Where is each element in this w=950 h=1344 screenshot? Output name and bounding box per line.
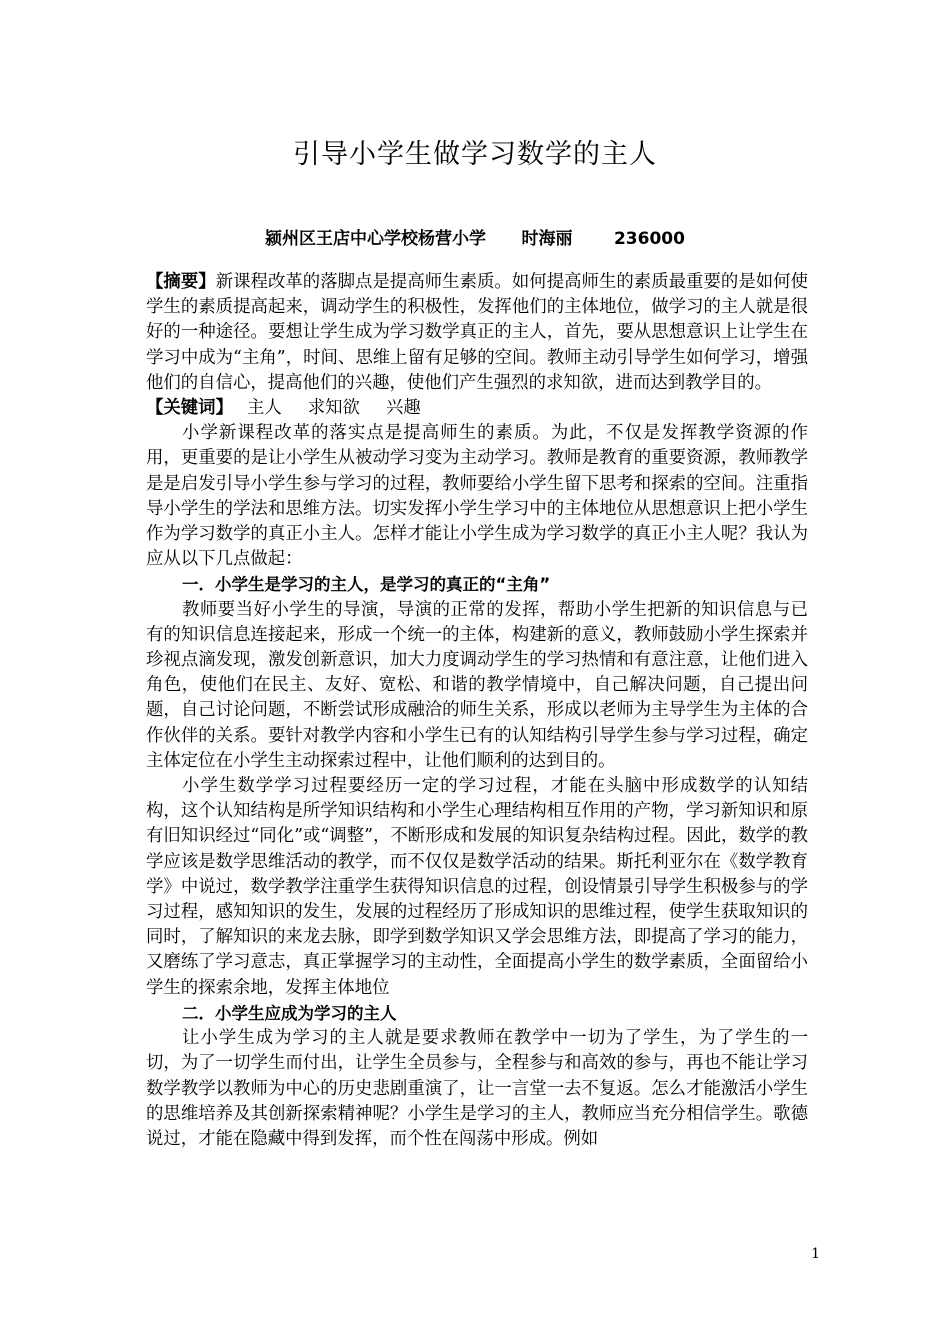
- author-line: 颍州区王店中心学校杨营小学 时海丽 236000: [265, 229, 685, 249]
- keyword-item: 求知欲: [307, 398, 360, 419]
- intro-paragraph: 小学新课程改革的落实点是提高师生的素质。为此，不仅是发挥教学资源的作用，更重要的是让小学生从被动学习变为主动学习。教师是教育的重要资源，教师教学是是启发引导小学生参与学习的过程，教师要给小学生留下思考和探索的空间。注重指导小学生的学法和思维方法。切实发挥小学生学习中的主体地位从思想意识上把小学生作为学习数学的真正小主人。怎样才能让小学生成为学习数学的真正小主人呢？我认为应从以下几点做起：: [146, 423, 808, 570]
- abstract-text: 新课程改革的落脚点是提高师生素质。如何提高师生的素质最重要的是如何使学生的素质提高起来，调动学生的积极性，发挥他们的主体地位，做学习的主人就是很好的一种途径。要想让学生成为学习数学真正的主人，首先，要从思想意识上让学生在学习中成为“主角”，时间、思维上留有足够的空间。教师主动引导学生如何学习，增强他们的自信心，提高他们的兴趣，使他们产生强烈的求知欲，进而达到教学目的。: [146, 272, 808, 393]
- keywords-label: 【关键词】: [146, 398, 233, 419]
- keyword-item: 兴趣: [385, 398, 421, 419]
- document-body: [146, 270, 808, 1152]
- document-title: 引导小学生做学习数学的主人: [293, 139, 657, 170]
- section2-paragraph-1: 让小学生成为学习的主人就是要求教师在教学中一切为了学生，为了学生的一切，为了一切学生而付出，让学生全员参与，全程参与和高效的参与，再也不能让学习数学教学以教师为中心的历史悲剧重演了，让一言堂一去不复返。怎么才能激活小学生的思维培养及其创新探索精神呢？小学生是学习的主人，教师应当充分相信学生。歌德说过，才能在隐藏中得到发挥，而个性在闯荡中形成。例如: [146, 1028, 808, 1149]
- section1-paragraph-1: 教师要当好小学生的导演，导演的正常的发挥，帮助小学生把新的知识信息与已有的知识信息连接起来，形成一个统一的主体，构建新的意义，教师鼓励小学生探索并珍视点滴发现，激发创新意识，加大力度调动学生的学习热情和有意注意，让他们进入角色，使他们在民主、友好、宽松、和谐的教学情境中，自己解决问题，自己提出问题，自己讨论问题，不断尝试形成融洽的师生关系，形成以老师为主导学生为主体的合作伙伴的关系。要针对教学内容和小学生已有的认知结构引导学生参与学习过程，确定主体定位在小学生主动探索过程中，让他们顺利的达到目的。: [146, 599, 808, 771]
- keywords-line: [146, 396, 808, 421]
- abstract-paragraph: [146, 270, 808, 396]
- section-heading-1: 一．小学生是学习的主人，是学习的真正的“主角”: [182, 575, 551, 595]
- abstract-label: 【摘要】: [146, 272, 216, 292]
- page-number: 1: [811, 1246, 820, 1262]
- keyword-item: 主人: [246, 398, 282, 419]
- section1-paragraph-2: 小学生数学学习过程要经历一定的学习过程，才能在头脑中形成数学的认知结构，这个认知结构是所学知识结构和小学生心理结构相互作用的产物，学习新知识和原有旧知识经过“同化”或“调整”，不断形成和发展的知识复杂结构过程。因此，数学的教学应该是数学思维活动的教学，而不仅仅是数学活动的结果。斯托利亚尔在《数学教育学》中说过，数学教学注重学生获得知识信息的过程，创设情景引导学生积极参与的学习过程，感知知识的发生，发展的过程经历了形成知识的思维过程，使学生获取知识的同时，了解知识的来龙去脉，即学到数学知识又学会思维方法，即提高了学习的能力，又磨练了学习意志，真正掌握学习的主动性，全面提高小学生的数学素质，全面留给小学生的探索余地，发挥主体地位: [146, 776, 808, 998]
- section-heading-2: 二．小学生应成为学习的主人: [182, 1003, 397, 1023]
